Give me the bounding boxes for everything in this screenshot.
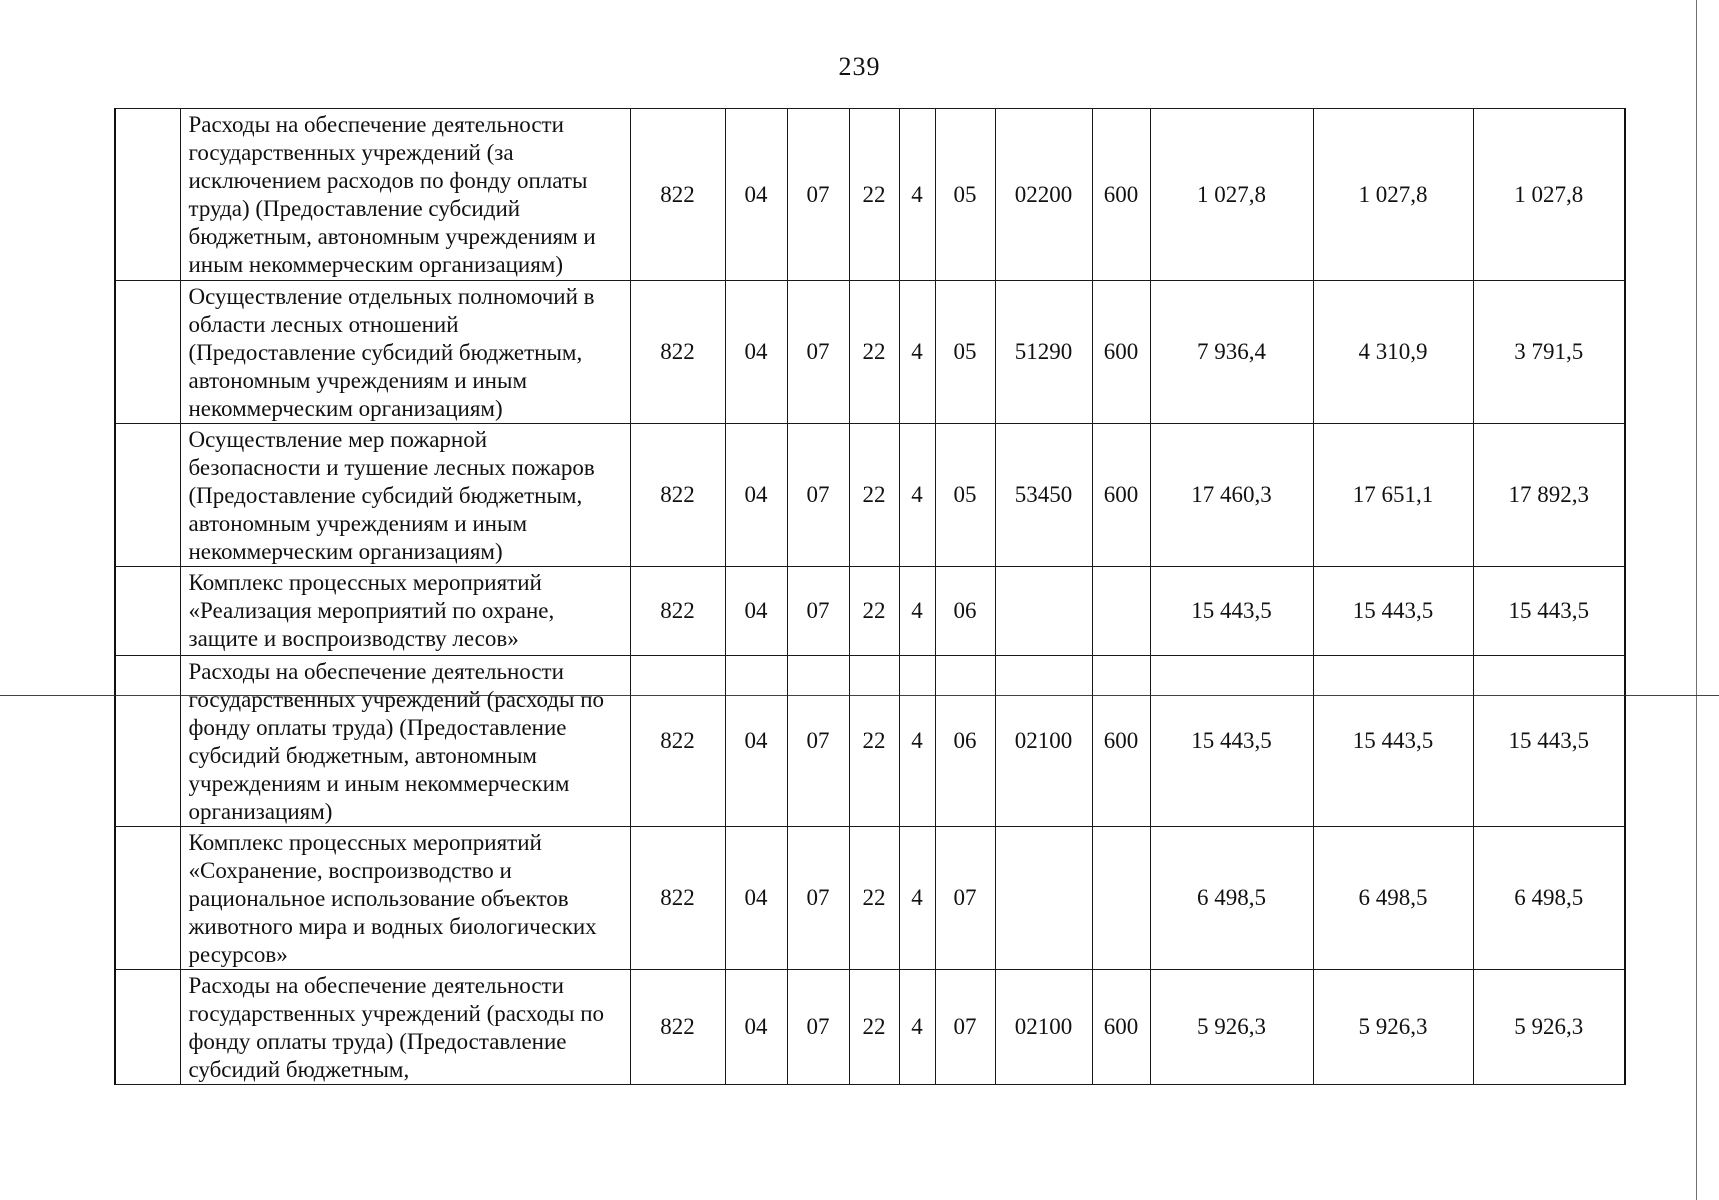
subsection-code-cell: 07 (787, 109, 849, 281)
table-row (115, 424, 1625, 567)
amount-year-2-cell: 4 310,9 (1313, 281, 1473, 424)
subprogram-code-cell: 4 (899, 567, 935, 656)
expense-type-code-cell (1092, 567, 1150, 656)
table-row (115, 970, 1625, 1085)
event-code-cell: 07 (935, 970, 995, 1085)
ministry-code-cell: 822 (630, 281, 725, 424)
subsection-code-cell: 07 (787, 281, 849, 424)
table-row (115, 656, 1625, 827)
expense-type-code-cell: 600 (1092, 970, 1150, 1085)
ministry-code-cell: 822 (630, 424, 725, 567)
program-code-cell: 22 (849, 827, 899, 970)
subprogram-code-cell: 4 (899, 424, 935, 567)
expense-code-cell (995, 567, 1092, 656)
table-row (115, 827, 1625, 970)
program-code-cell: 22 (849, 424, 899, 567)
ministry-code-cell: 822 (630, 656, 725, 827)
amount-year-2-cell: 5 926,3 (1313, 970, 1473, 1085)
subprogram-code-cell: 4 (899, 970, 935, 1085)
ministry-code-cell: 822 (630, 567, 725, 656)
expense-type-code-cell: 600 (1092, 281, 1150, 424)
program-code-cell: 22 (849, 109, 899, 281)
page-number: 239 (838, 52, 881, 81)
row-index-cell (115, 424, 180, 567)
amount-year-3-cell: 5 926,3 (1473, 970, 1625, 1085)
row-index-cell (115, 970, 180, 1085)
amount-year-3-cell: 17 892,3 (1473, 424, 1625, 567)
row-description-cell: Расходы на обеспечение деятельности государственных учреждений (за исключением расходов по фонду оплаты труда) (Предоставление субсидий бюджетным, автономным учреждениям и иным некоммерческим организациям) (180, 109, 630, 281)
expense-code-cell: 51290 (995, 281, 1092, 424)
amount-year-1-cell: 17 460,3 (1150, 424, 1313, 567)
table-row (115, 567, 1625, 656)
event-code-cell: 05 (935, 424, 995, 567)
budget-table (114, 108, 1626, 1085)
row-description-cell: Расходы на обеспечение деятельности государственных учреждений (расходы по фонду оплаты труда) (Предоставление субсидий бюджетным, автономным учреждениям и иным некоммерческим организациям) (180, 656, 630, 827)
section-code-cell: 04 (725, 281, 787, 424)
amount-year-3-cell: 15 443,5 (1473, 656, 1625, 827)
table-body (115, 109, 1625, 1085)
amount-year-2-cell: 17 651,1 (1313, 424, 1473, 567)
program-code-cell: 22 (849, 567, 899, 656)
row-index-cell (115, 827, 180, 970)
event-code-cell: 05 (935, 281, 995, 424)
section-code-cell: 04 (725, 109, 787, 281)
amount-year-1-cell: 6 498,5 (1150, 827, 1313, 970)
row-description-cell: Осуществление мер пожарной безопасности и тушение лесных пожаров (Предоставление субсидий бюджетным, автономным учреждениям и иным некоммерческим организациям) (180, 424, 630, 567)
expense-type-code-cell (1092, 827, 1150, 970)
event-code-cell: 05 (935, 109, 995, 281)
event-code-cell: 06 (935, 567, 995, 656)
subsection-code-cell: 07 (787, 970, 849, 1085)
amount-year-1-cell: 1 027,8 (1150, 109, 1313, 281)
row-index-cell (115, 567, 180, 656)
subsection-code-cell: 07 (787, 827, 849, 970)
expense-code-cell: 02100 (995, 656, 1092, 827)
ministry-code-cell: 822 (630, 970, 725, 1085)
amount-year-1-cell: 15 443,5 (1150, 656, 1313, 827)
section-code-cell: 04 (725, 656, 787, 827)
row-index-cell (115, 656, 180, 827)
amount-year-2-cell: 1 027,8 (1313, 109, 1473, 281)
row-index-cell (115, 281, 180, 424)
section-code-cell: 04 (725, 970, 787, 1085)
amount-year-3-cell: 15 443,5 (1473, 567, 1625, 656)
expense-code-cell: 02200 (995, 109, 1092, 281)
row-description-cell: Комплекс процессных мероприятий «Сохранение, воспроизводство и рациональное использование объектов животного мира и водных биологических ресурсов» (180, 827, 630, 970)
row-description-cell: Осуществление отдельных полномочий в области лесных отношений (Предоставление субсидий бюджетным, автономным учреждениям и иным некоммерческим организациям) (180, 281, 630, 424)
amount-year-1-cell: 5 926,3 (1150, 970, 1313, 1085)
ministry-code-cell: 822 (630, 827, 725, 970)
table-row (115, 281, 1625, 424)
subsection-code-cell: 07 (787, 656, 849, 827)
amount-year-2-cell: 15 443,5 (1313, 656, 1473, 827)
program-code-cell: 22 (849, 970, 899, 1085)
section-code-cell: 04 (725, 827, 787, 970)
program-code-cell: 22 (849, 656, 899, 827)
amount-year-1-cell: 7 936,4 (1150, 281, 1313, 424)
expense-type-code-cell: 600 (1092, 424, 1150, 567)
event-code-cell: 06 (935, 656, 995, 827)
row-description-cell: Комплекс процессных мероприятий «Реализация мероприятий по охране, защите и воспроизводству лесов» (180, 567, 630, 656)
subprogram-code-cell: 4 (899, 656, 935, 827)
amount-year-1-cell: 15 443,5 (1150, 567, 1313, 656)
subprogram-code-cell: 4 (899, 109, 935, 281)
subprogram-code-cell: 4 (899, 827, 935, 970)
expense-type-code-cell: 600 (1092, 109, 1150, 281)
amount-year-3-cell: 1 027,8 (1473, 109, 1625, 281)
subsection-code-cell: 07 (787, 424, 849, 567)
row-description-cell: Расходы на обеспечение деятельности государственных учреждений (расходы по фонду оплаты труда) (Предоставление субсидий бюджетным, (180, 970, 630, 1085)
scan-edge-line (1696, 0, 1697, 1200)
expense-code-cell: 02100 (995, 970, 1092, 1085)
row-index-cell (115, 109, 180, 281)
expense-type-code-cell: 600 (1092, 656, 1150, 827)
section-code-cell: 04 (725, 567, 787, 656)
amount-year-3-cell: 6 498,5 (1473, 827, 1625, 970)
table-row (115, 109, 1625, 281)
amount-year-2-cell: 15 443,5 (1313, 567, 1473, 656)
amount-year-2-cell: 6 498,5 (1313, 827, 1473, 970)
event-code-cell: 07 (935, 827, 995, 970)
expense-code-cell: 53450 (995, 424, 1092, 567)
scan-fold-line (0, 695, 1719, 696)
program-code-cell: 22 (849, 281, 899, 424)
expense-code-cell (995, 827, 1092, 970)
amount-year-3-cell: 3 791,5 (1473, 281, 1625, 424)
subprogram-code-cell: 4 (899, 281, 935, 424)
subsection-code-cell: 07 (787, 567, 849, 656)
ministry-code-cell: 822 (630, 109, 725, 281)
section-code-cell: 04 (725, 424, 787, 567)
